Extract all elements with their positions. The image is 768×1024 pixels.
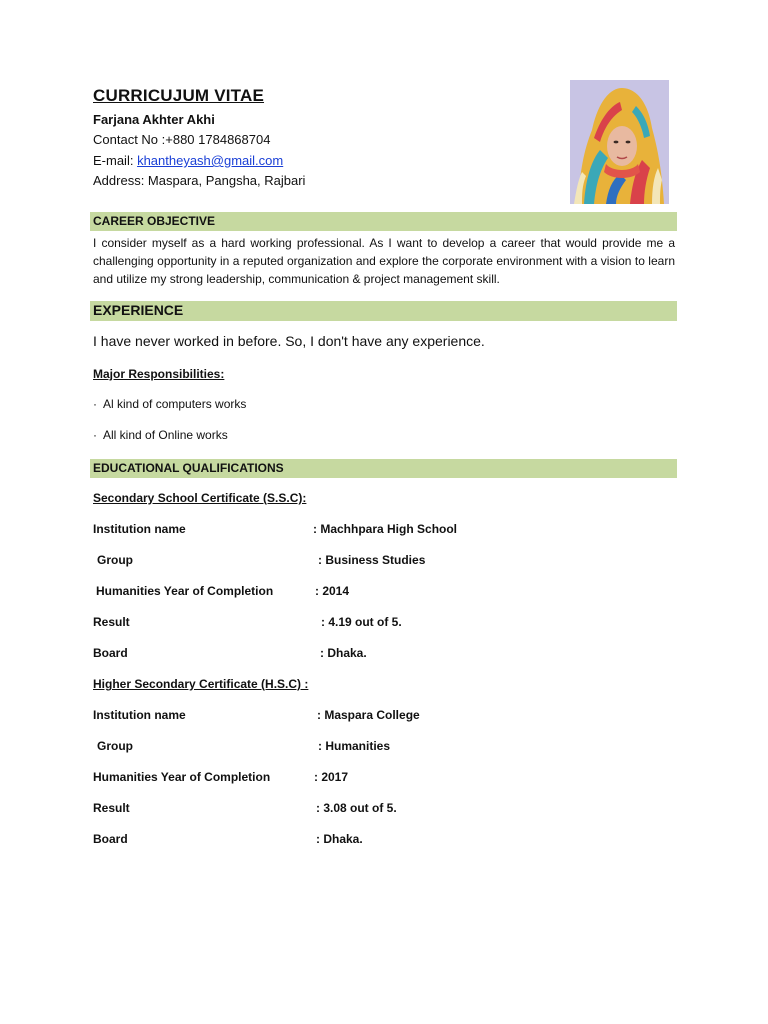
address-line: Address: Maspara, Pangsha, Rajbari bbox=[93, 173, 306, 188]
career-objective-text: I consider myself as a hard working professional. As I want to develop a career that would provide me a challenging opportunity in a reputed organization and explore the corporate environment with a vision to learn and utilize my strong leadership, communication & project management skill. bbox=[93, 236, 675, 286]
hsc-row-value: : Maspara College bbox=[317, 708, 420, 722]
hsc-row-value: : 3.08 out of 5. bbox=[316, 801, 397, 815]
hsc-row-value: : 2017 bbox=[314, 770, 349, 784]
bullet-icon: · bbox=[93, 428, 97, 442]
hsc-row-label: Board bbox=[93, 832, 128, 846]
ssc-row-label: Group bbox=[97, 553, 133, 567]
experience-heading: EXPERIENCE bbox=[93, 302, 184, 318]
ssc-row-value: : Machhpara High School bbox=[313, 522, 458, 536]
responsibility-item bbox=[93, 397, 246, 411]
experience-band bbox=[90, 301, 677, 321]
ssc-row-label: Board bbox=[93, 646, 128, 660]
ssc-title: Secondary School Certificate (S.S.C): bbox=[93, 491, 307, 505]
responsibility-label: All kind of Online works bbox=[103, 428, 228, 442]
ssc-row-value: : Business Studies bbox=[318, 553, 426, 567]
responsibility-label: Al kind of computers works bbox=[103, 397, 247, 411]
email-link[interactable]: khantheyash@gmail.com bbox=[137, 153, 284, 168]
ssc-row-label: Humanities Year of Completion bbox=[96, 584, 274, 598]
hsc-row-value: : Humanities bbox=[318, 739, 391, 753]
education-band bbox=[90, 459, 677, 478]
cv-title: CURRICUJUM VITAE bbox=[93, 86, 265, 105]
candidate-name: Farjana Akhter Akhi bbox=[93, 112, 215, 127]
hsc-title: Higher Secondary Certificate (H.S.C) : bbox=[93, 677, 309, 691]
career-objective-band bbox=[90, 212, 677, 231]
ssc-row-value: : 4.19 out of 5. bbox=[321, 615, 402, 629]
experience-text: I have never worked in before. So, I don't have any experience. bbox=[93, 333, 485, 349]
ssc-row-label: Institution name bbox=[93, 522, 186, 536]
hsc-row-label: Result bbox=[93, 801, 130, 815]
bullet-icon: · bbox=[93, 397, 97, 411]
education-heading: EDUCATIONAL QUALIFICATIONS bbox=[93, 461, 284, 475]
career-objective-heading: CAREER OBJECTIVE bbox=[93, 214, 216, 228]
contact-number: Contact No :+880 1784868704 bbox=[93, 132, 271, 147]
ssc-row-value: : 2014 bbox=[315, 584, 350, 598]
hsc-row-label: Humanities Year of Completion bbox=[93, 770, 271, 784]
email-line bbox=[93, 152, 283, 169]
hsc-row-label: Institution name bbox=[93, 708, 186, 722]
hsc-row-label: Group bbox=[97, 739, 133, 753]
responsibility-item bbox=[93, 428, 228, 442]
ssc-row-label: Result bbox=[93, 615, 130, 629]
responsibilities-heading: Major Responsibilities: bbox=[93, 367, 225, 381]
profile-photo bbox=[570, 80, 669, 204]
hsc-row-value: : Dhaka. bbox=[316, 832, 363, 846]
email-label: E-mail: bbox=[93, 153, 138, 168]
ssc-row-value: : Dhaka. bbox=[320, 646, 367, 660]
